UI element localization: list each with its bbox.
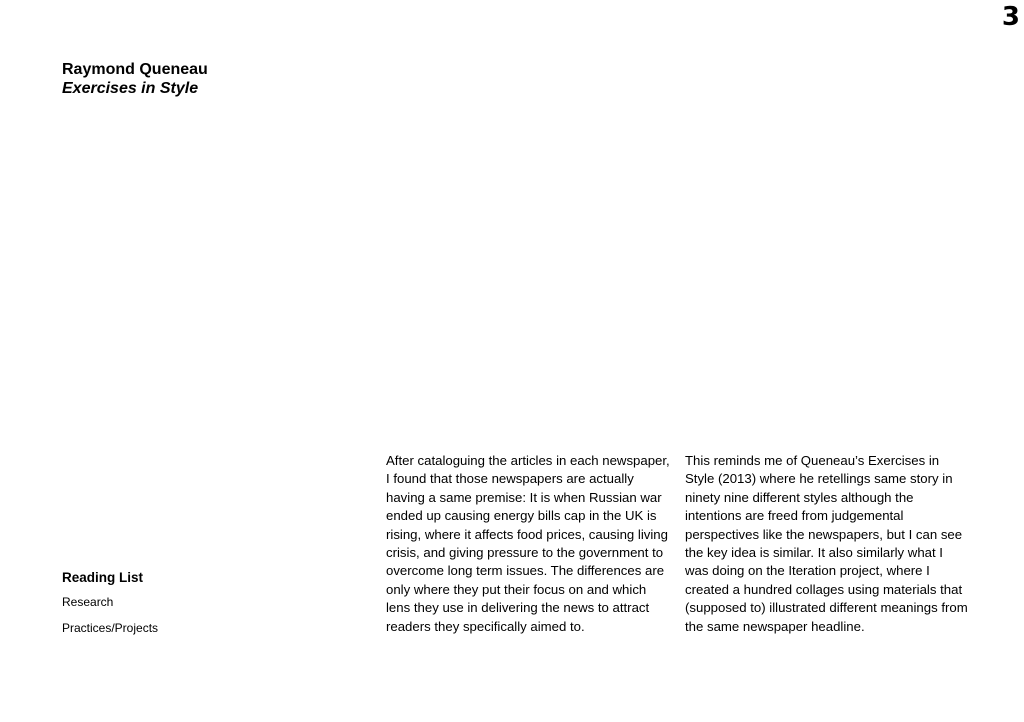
page-number: 3	[1001, 2, 1020, 32]
nav-link-research[interactable]: Research	[62, 595, 114, 609]
author-name: Raymond Queneau	[62, 61, 208, 78]
reading-list-heading: Reading List	[62, 570, 144, 585]
book-title: Exercises in Style	[62, 80, 199, 97]
body-text-left-column: After cataloguing the articles in each newspaper, I found that those newspapers are actually having a same premise: It is when Russian war ended up causing energy bills cap in the UK is rising, where it affects food prices, causing living crisis, and giving pressure to the government to overcome long term issues. The differences are only where they put their focus on and which lens they use in delivering the news to attract readers they specifically aimed to.	[386, 453, 670, 634]
reading-list-nav	[62, 569, 158, 647]
nav-link-practices-projects[interactable]: Practices/Projects	[62, 621, 159, 635]
body-text-right-column: This reminds me of Queneau’s Exercises in Style (2013) where he retellings same story in ninety nine different styles although the intentions are freed from judgemental perspectives like the newspapers, but I can see the key idea is similar. It also similarly what I was doing on the Iteration project, where I created a hundred collages using materials that (supposed to) illustrated different meanings from the same newspaper headline.	[685, 453, 968, 634]
